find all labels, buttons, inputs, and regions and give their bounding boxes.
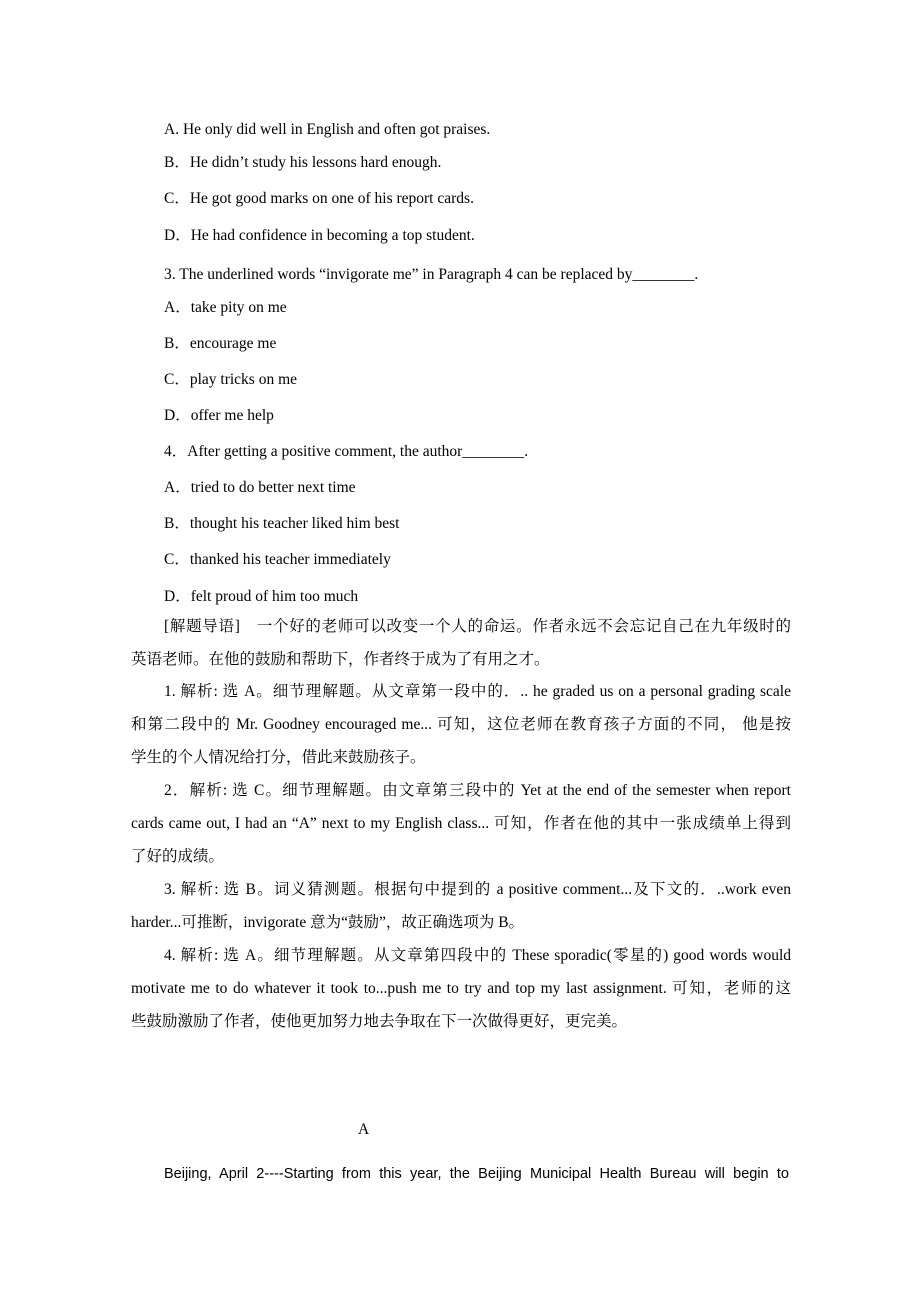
q3-option-b: B．encourage me	[164, 335, 277, 352]
q2-option-b: B．He didn’t study his lessons hard enough.	[164, 154, 442, 171]
q3-option-c: C．play tricks on me	[164, 371, 298, 388]
analysis-1-line-2: 和第二段中的 Mr. Goodney encouraged me... 可知，这位老师在教育孩子方面的不同， 他是按	[131, 716, 791, 733]
q3-option-d: D．offer me help	[164, 407, 274, 424]
analysis-1-line-3: 学生的个人情况给打分，借此来鼓励孩子。	[131, 749, 426, 766]
passage-first-line: Beijing, April 2----Starting from this year, the Beijing Municipal Health Bureau will begin to	[164, 1166, 789, 1182]
q4-stem: 4．After getting a positive comment, the author________.	[164, 443, 529, 460]
q3-option-a: A．take pity on me	[164, 299, 287, 316]
analysis-4-line-1: 4. 解析: 选 A。细节理解题。从文章第四段中的 These sporadic(零星的) good words would	[164, 947, 791, 964]
q2-option-d: D．He had confidence in becoming a top student.	[164, 227, 475, 244]
q4-option-a: A．tried to do better next time	[164, 479, 356, 496]
analysis-4-line-2: motivate me to do whatever it took to...push me to try and top my last assignment. 可知，老师的这	[131, 980, 791, 997]
q3-stem: 3. The underlined words “invigorate me” in Paragraph 4 can be replaced by________.	[164, 266, 699, 283]
analysis-3-line-1: 3. 解析: 选 B。词义猜测题。根据句中提到的 a positive comment...及下文的．..work even	[164, 881, 791, 898]
section-label: A	[358, 1121, 370, 1138]
analysis-4-line-3: 些鼓励激励了作者，使他更加努力地去争取在下一次做得更好，更完美。	[131, 1013, 628, 1030]
analysis-3-line-2: harder...可推断，invigorate 意为“鼓励”，故正确选项为 B。	[131, 914, 525, 931]
guide-line-2: 英语老师。在他的鼓励和帮助下，作者终于成为了有用之才。	[131, 651, 550, 668]
q4-option-b: B．thought his teacher liked him best	[164, 515, 400, 532]
analysis-2-line-2: cards came out, I had an “A” next to my English class... 可知，作者在他的其中一张成绩单上得到	[131, 815, 791, 832]
analysis-2-line-3: 了好的成绩。	[131, 848, 225, 865]
q4-option-d: D．felt proud of him too much	[164, 588, 359, 605]
analysis-2-line-1: 2．解析: 选 C。细节理解题。由文章第三段中的 Yet at the end of the semester when report	[164, 782, 791, 799]
analysis-1-line-1: 1. 解析: 选 A。细节理解题。从文章第一段中的．.. he graded us on a personal grading scale	[164, 683, 791, 700]
q2-option-a: A. He only did well in English and often got praises.	[164, 121, 491, 138]
q4-option-c: C．thanked his teacher immediately	[164, 551, 391, 568]
guide-line-1: [解题导语] 一个好的老师可以改变一个人的命运。作者永远不会忘记自己在九年级时的	[164, 618, 791, 635]
q2-option-c: C．He got good marks on one of his report cards.	[164, 190, 474, 207]
